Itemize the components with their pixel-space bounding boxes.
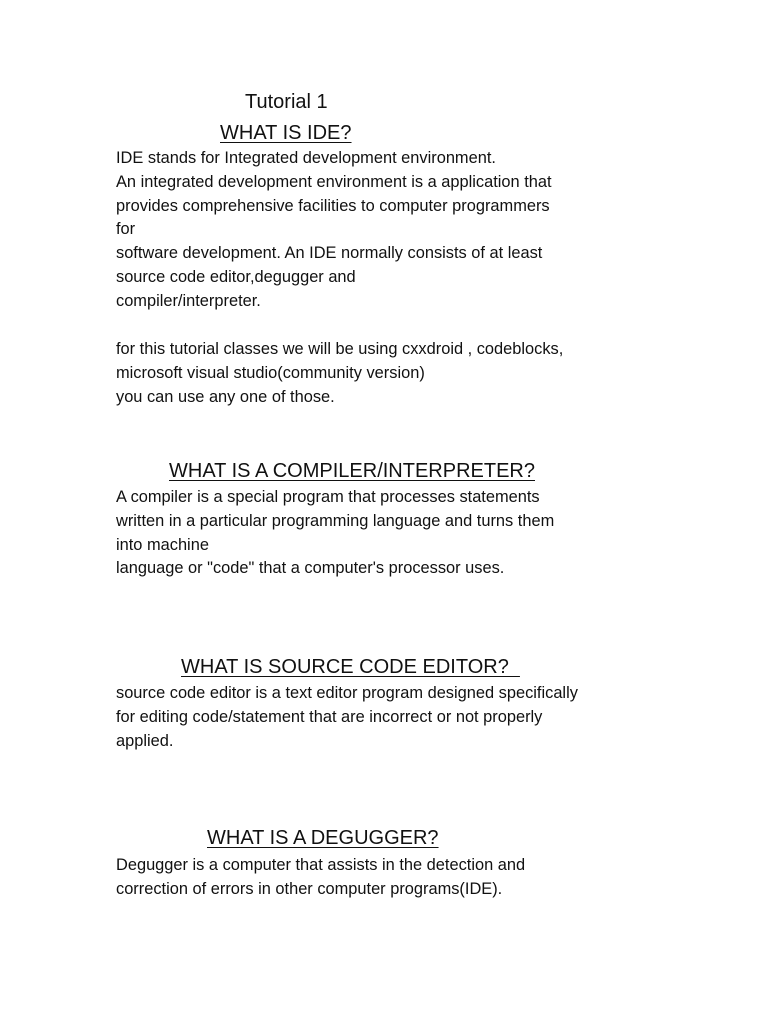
paragraph-ide-definition — [116, 147, 552, 314]
paragraph-source-code-editor — [116, 682, 578, 753]
text-line: for editing code/statement that are incorrect or not properly — [116, 707, 543, 726]
text-line: A compiler is a special program that processes statements — [116, 488, 540, 506]
paragraph-ide-tools — [116, 338, 563, 409]
section-heading-ide: WHAT IS IDE? — [220, 122, 352, 144]
section-heading-source-code-editor: WHAT IS SOURCE CODE EDITOR? — [181, 656, 520, 678]
text-line: language or "code" that a computer's processor uses. — [116, 559, 505, 578]
text-line: for — [116, 220, 136, 239]
text-line: compiler/interpreter. — [116, 291, 261, 310]
section-heading-compiler: WHAT IS A COMPILER/INTERPRETER? — [169, 460, 535, 482]
paragraph-compiler — [116, 486, 554, 581]
section-heading-debugger: WHAT IS A DEGUGGER? — [207, 827, 439, 849]
text-line: Degugger is a computer that assists in the detection and — [116, 856, 526, 874]
text-line: IDE stands for Integrated development environment. — [116, 149, 496, 167]
text-line: into machine — [116, 535, 209, 554]
text-line: provides comprehensive facilities to computer programmers — [116, 196, 550, 215]
text-line: written in a particular programming language and turns them — [116, 511, 555, 530]
text-line: you can use any one of those. — [116, 387, 335, 406]
text-line: source code editor is a text editor program designed specifically — [116, 684, 578, 702]
text-line: for this tutorial classes we will be using cxxdroid , codeblocks, — [116, 340, 564, 358]
text-line: An integrated development environment is a application that — [116, 172, 552, 191]
text-line: correction of errors in other computer programs(IDE). — [116, 879, 503, 898]
text-line: software development. An IDE normally consists of at least — [116, 244, 543, 263]
document-title: Tutorial 1 — [245, 91, 328, 113]
text-line: microsoft visual studio(community version) — [116, 363, 425, 382]
paragraph-debugger — [116, 854, 525, 902]
text-line: applied. — [116, 731, 174, 750]
text-line: source code editor,degugger and — [116, 267, 356, 286]
